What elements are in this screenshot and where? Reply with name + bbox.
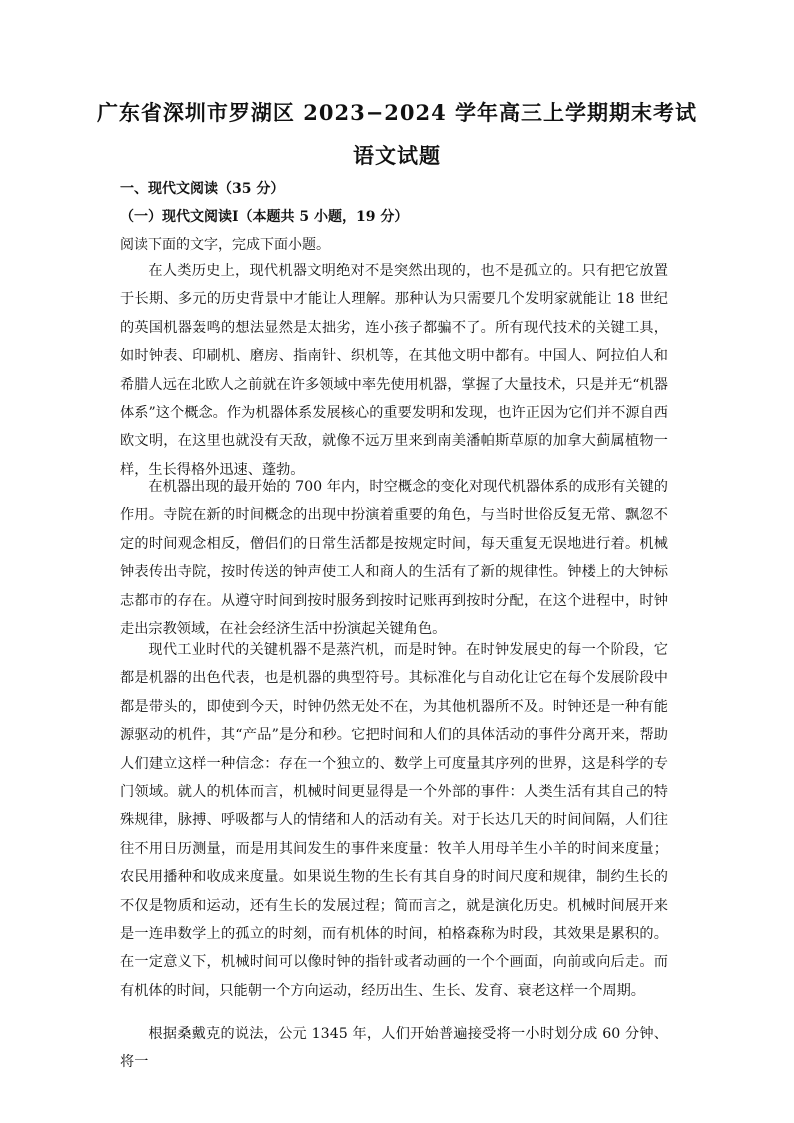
instruction-text: 阅读下面的文字，完成下面小题。 xyxy=(120,237,330,253)
paragraph-3: 现代工业时代的关键机器不是蒸汽机，而是时钟。在时钟发展史的每一个阶段，它都是机器的出色代表，也是机器的典型符号。其标准化与自动化让它在每个发展阶段中都是带头的，即使到今天，时钟仍然无处不在，为其他机器所不及。时钟还是一种有能源驱动的机件，其“产品”是分和秒。它把时间和人们的具体活动的事件分离开来，帮助人们建立这样一种信念：存在一个独立的、数学上可度量其序列的世界，这是科学的专门领域。就人的机体而言，机械时间更显得是一个外部的事件：人类生活有其自己的特殊规律，脉搏、呼吸都与人的情绪和人的活动有关。对于长达几天的时间间隔，人们往往不用日历测量，而是用其间发生的事件来度量：牧羊人用母羊生小羊的时间来度量；农民用播种和收成来度量。如果说生物的生长有其自身的时间尺度和规律，制约生长的不仅是物质和运动，还有生长的发展过程；简而言之，就是演化历史。机械时间展开来是一连串数学上的孤立的时刻，而有机体的时间，柏格森称为时段，其效果是累积的。在一定意义下，机械时间可以像时钟的指针或者动画的一个个画面，向前或向后走。而有机体的时间，只能朝一个方向运动，经历出生、生长、发育、衰老这样一个周期。 xyxy=(120,642,668,999)
paragraph-2: 在机器出现的最开始的 700 年内，时空概念的变化对现代机器体系的成形有关键的作用。寺院在新的时间概念的出现中扮演着重要的角色，与当时世俗反复无常、飘忽不定的时间观念相反，僧侣们的日常生活都是按规定时间，每天重复无误地进行着。机械钟表传出寺院，按时传送的钟声使工人和商人的生活有了新的规律性。钟楼上的大钟标志都市的存在。从遵守时间到按时服务到按时记账再到按时分配，在这个进程中，时钟走出宗教领域，在社会经济生活中扮演起关键角色。 xyxy=(120,479,668,638)
paragraph-4: 根据桑戴克的说法，公元 1345 年，人们开始普遍接受将一小时划分成 60 分钟、将一 xyxy=(120,1026,668,1071)
document-title: 广东省深圳市罗湖区 2023−2024 学年高三上学期期末考试 xyxy=(96,100,698,125)
paragraph-1: 在人类历史上，现代机器文明绝对不是突然出现的，也不是孤立的。只有把它放置于长期、多元的历史背景中才能让人理解。那种认为只需要几个发明家就能让 18 世纪的英国机器轰鸣的想法显然是太拙劣，连小孩子都骗不了。所有现代技术的关键工具，如时钟表、印刷机、磨房、指南针、织机等，在其他文明中都有。中国人、阿拉伯人和希腊人远在北欧人之前就在许多领域中率先使用机器，掌握了大量技术，只是并无“机器体系”这个概念。作为机器体系发展核心的重要发明和发现，也许正因为它们并不源自西欧文明，在这里也就没有天敌，就像不远万里来到南美潘帕斯草原的加拿大蓟属植物一样，生长得格外迅速、蓬勃。 xyxy=(120,263,668,478)
subsection-heading: （一）现代文阅读Ⅰ（本题共 5 小题，19 分） xyxy=(120,209,409,225)
document-subtitle: 语文试题 xyxy=(353,143,441,168)
section-heading: 一、现代文阅读（35 分） xyxy=(120,181,285,197)
